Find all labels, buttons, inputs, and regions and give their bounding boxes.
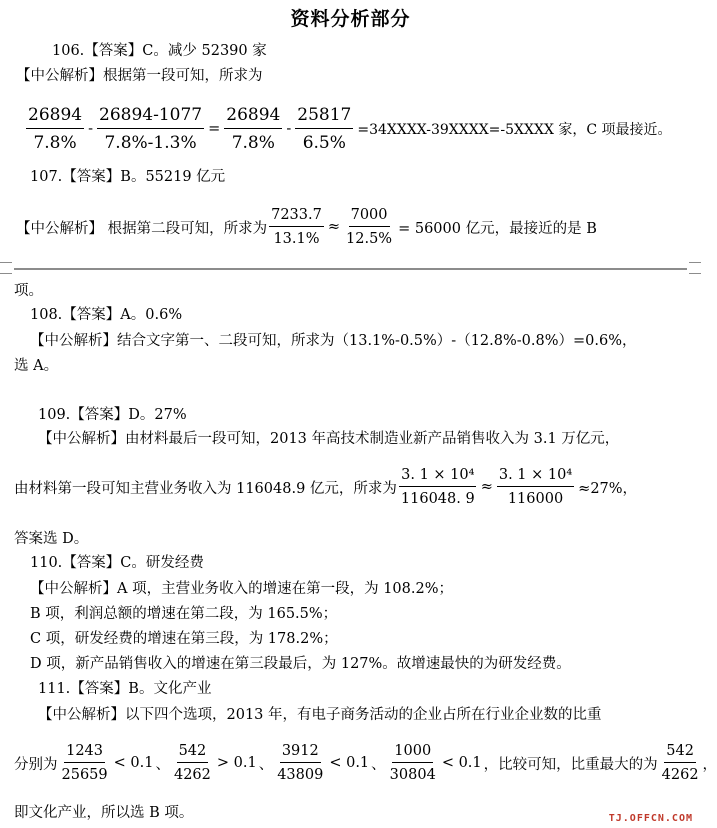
q106-fraction-3: $\frac{26894}{7.8\%}$ (226, 105, 281, 153)
q111-sep-1: 、 (155, 756, 170, 773)
q106-fraction-1: $\frac{26894}{7.8\%}$ (28, 105, 83, 153)
q107-result: = 56000 亿元，最接近的是 B (398, 220, 597, 237)
q111-compare-3: < 0.1 (329, 755, 370, 771)
page-title: 资料分析部分 (290, 8, 411, 30)
q111-sep-2: 、 (258, 756, 274, 773)
q110-line-1: 【中公解析】A 项，主营业务收入的增速在第一段，为 108.2%； (30, 581, 453, 597)
q107-answer: 107.【答案】B。55219 亿元 (30, 169, 226, 185)
q106-analysis: 【中公解析】根据第一段可知，所求为 (16, 68, 263, 84)
q111-compare-1: < 0.1 (113, 755, 154, 771)
q108-analysis: 【中公解析】结合文字第一、二段可知，所求为（13.1%-0.5%）-（12.8%-0.8%）=0.6%， (30, 333, 637, 349)
q111-answer: 111.【答案】B。文化产业 (38, 681, 212, 697)
q110-line-4: D 项，新产品销售收入的增速在第三段最后，为 127%。故增速最快的为研发经费。 (30, 656, 571, 672)
q107-fraction-2: $\frac{7000}{12.5\%}$ (346, 207, 393, 247)
q109-result: ≈27%， (578, 480, 638, 497)
q108-continuation: 选 A。 (14, 358, 59, 374)
q107-analysis: 【中公解析】 根据第二段可知，所求为 (16, 220, 268, 237)
q110-answer: 110.【答案】C。研发经费 (30, 555, 204, 571)
q107-formula (16, 206, 599, 248)
q107-fraction-1: $\frac{7233.7}{13.1\%}$ (271, 207, 322, 247)
q111-formula (14, 742, 717, 784)
q111-fraction-5: $\frac{542}{4262}$ (661, 743, 699, 783)
page-break-divider (0, 262, 701, 274)
q109-formula (14, 466, 639, 508)
q111-fraction-4: $\frac{1000}{30804}$ (389, 743, 436, 783)
q111-continuation: 即文化产业，所以选 B 项。 (14, 805, 194, 821)
q106-fraction-4: $\frac{25817}{6.5\%}$ (297, 105, 352, 153)
q111-middle-text: ，比较可知，比重最大的为 (483, 756, 658, 773)
q110-line-2: B 项，利润总额的增速在第二段，为 165.5%； (30, 606, 338, 622)
q107-op-1: ≈ (327, 219, 341, 235)
q111-fraction-2: $\frac{542}{4262}$ (173, 743, 211, 783)
q111-sep-3: 、 (371, 756, 386, 773)
q106-op-2: = (208, 121, 221, 137)
q107-continuation: 项。 (14, 283, 43, 299)
q110-line-3: C 项，研发经费的增速在第三段，为 178.2%； (30, 631, 338, 647)
q106-op-3: - (286, 121, 292, 137)
q111-fraction-1: $\frac{1243}{25659}$ (61, 743, 108, 783)
q111-analysis: 【中公解析】以下四个选项，2013 年，有电子商务活动的企业占所在行业企业数的比重 (38, 707, 602, 723)
q111-fraction-3: $\frac{3912}{43809}$ (277, 743, 324, 783)
q109-fraction-1: $\frac{\text{3. 1 × 10⁴}}{116048. 9}$ (400, 467, 475, 507)
site-watermark: TJ.OFFCN.COM (608, 813, 693, 824)
q109-op-1: ≈ (480, 479, 493, 495)
q106-answer: 106.【答案】C。减少 52390 家 (52, 43, 267, 59)
q111-end: ， (702, 756, 717, 773)
q111-prefix: 分别为 (14, 756, 58, 773)
q106-result: =34XXXX-39XXXX=-5XXXX 家，C 项最接近。 (357, 122, 672, 138)
q109-continuation: 答案选 D。 (14, 531, 89, 547)
q111-compare-4: < 0.1 (441, 755, 482, 771)
q111-compare-2: > 0.1 (216, 755, 257, 771)
q106-op-1: - (88, 121, 93, 137)
q109-answer: 109.【答案】D。27% (38, 407, 187, 423)
q106-fraction-2: $\frac{26894-1077}{7.8\%-1.3\%}$ (99, 105, 203, 153)
q106-formula (24, 104, 674, 154)
q109-analysis: 【中公解析】由材料最后一段可知，2013 年高技术制造业新产品销售收入为 3.1 万亿元， (38, 431, 620, 447)
q108-answer: 108.【答案】A。0.6% (30, 307, 183, 323)
q109-line-2: 由材料第一段可知主营业务收入为 116048.9 亿元，所求为 (14, 480, 397, 497)
q109-fraction-2: $\frac{\text{3. 1 × 10⁴}}{116000}$ (498, 467, 573, 507)
